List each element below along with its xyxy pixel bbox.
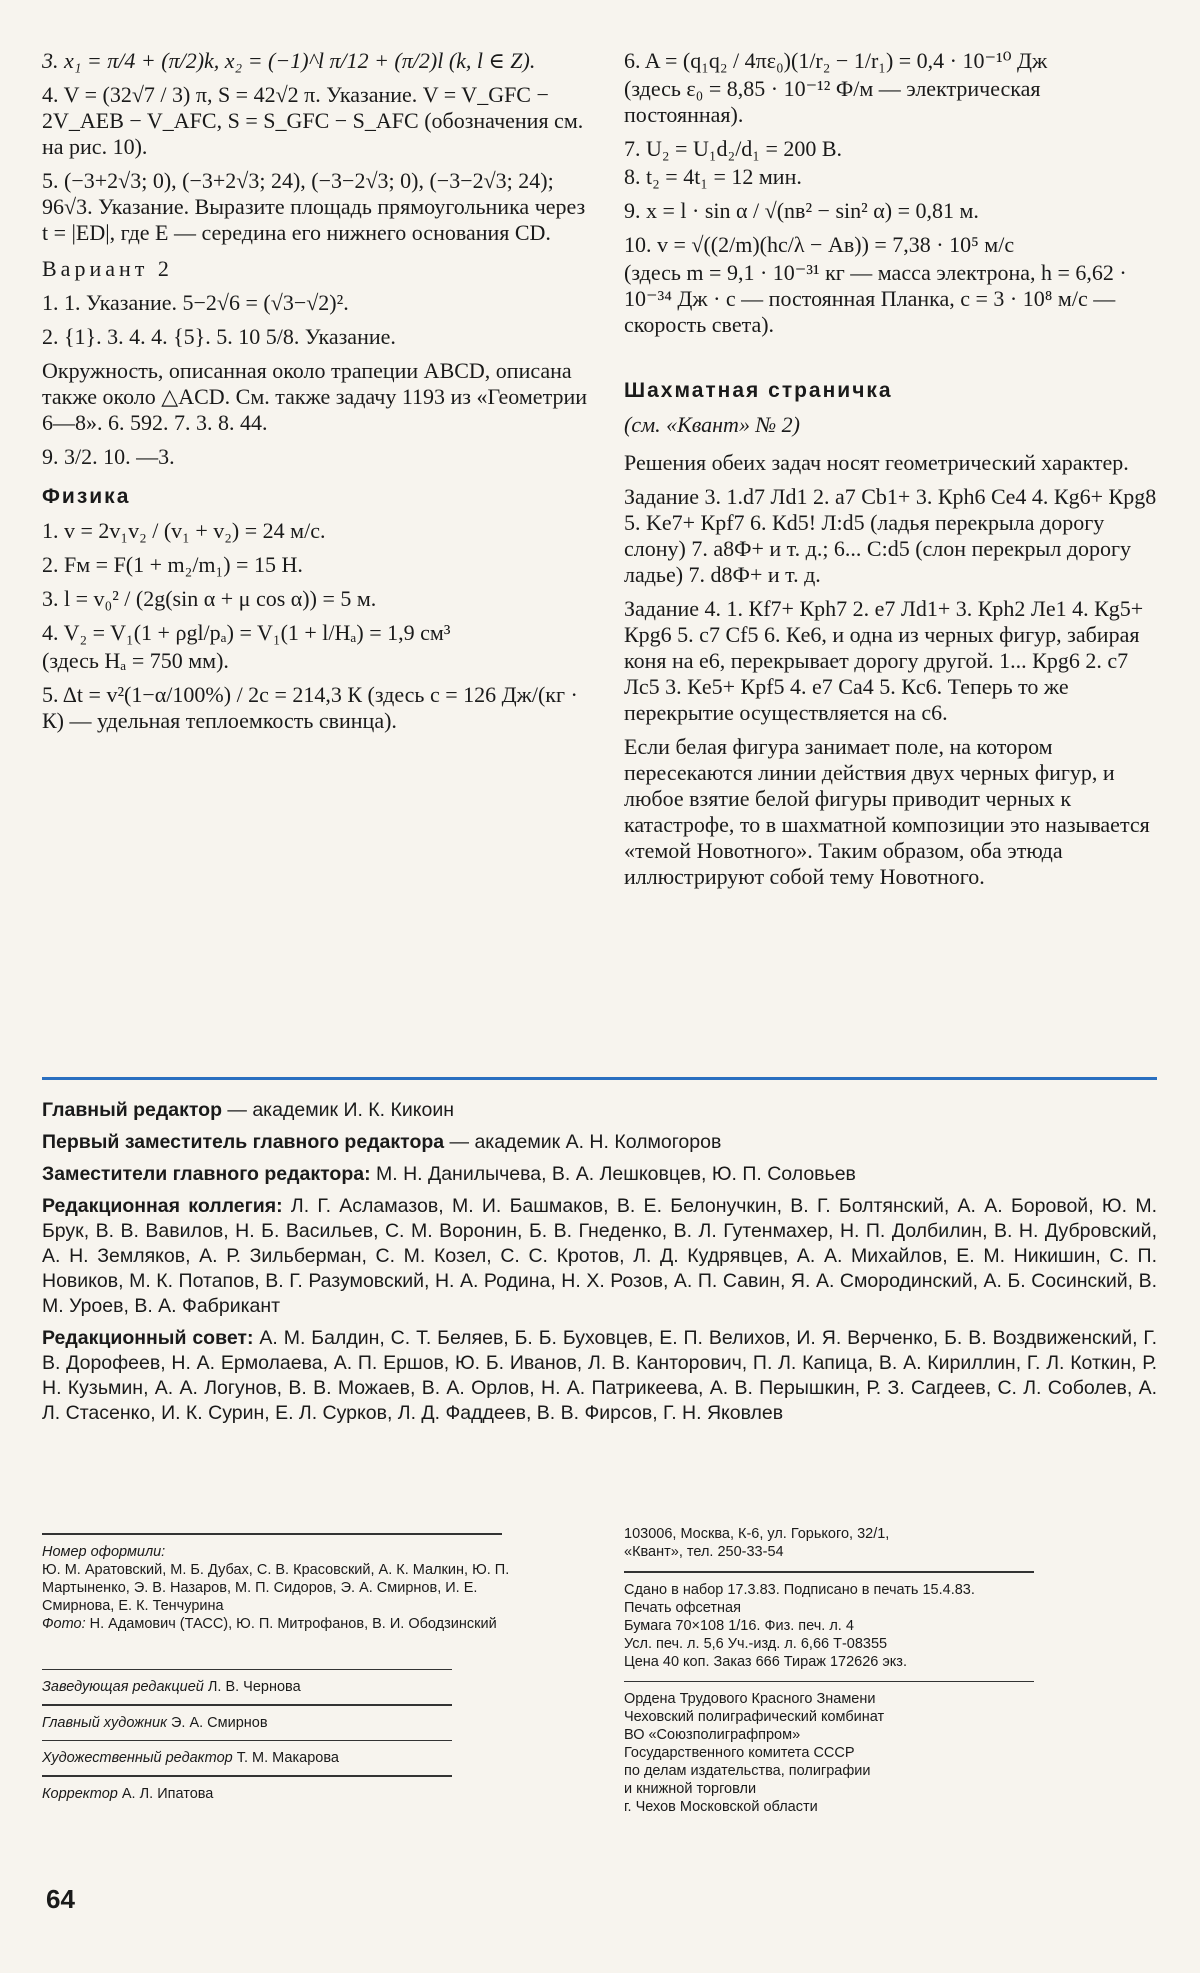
council-label: Редакционный совет: — [42, 1327, 254, 1349]
physics-answer-1: 1. v = 2v₁v₂ / (v₁ + v₂) = 24 м/с. — [42, 518, 326, 543]
physics-answer-10-note: (здесь m = 9,1 · 10⁻³¹ кг — масса электрона, h = 6,62 · 10⁻³⁴ Дж · с — постоянная Планка, c = 3 · 10⁸ м/с — скорость света). — [624, 260, 1127, 337]
print-info — [624, 1525, 1164, 1826]
chess-conclusion: Если белая фигура занимает поле, на котором пересекаются линии действия двух черных фигур, и любое взятие белой фигуры приводит черных к катастрофе, то в шахматной композиции это называется «темой Новотного». Таким образом, оба этюда иллюстрируют собой тему Новотного. — [624, 734, 1150, 889]
printer-line: Чеховский полиграфический комбинат — [624, 1709, 885, 1725]
photo-credit — [42, 1615, 512, 1633]
photo-label: Фото: — [42, 1615, 86, 1632]
staff-row-4 — [42, 1785, 582, 1803]
physics-answer-6-note: (здесь ε₀ = 8,85 · 10⁻¹² Ф/м — электрическая постоянная). — [624, 76, 1041, 127]
credits-rule-4 — [42, 1775, 452, 1777]
physics-answer-5: 5. Δt = v²(1−α/100%) / 2c = 214,3 К (здесь c = 126 Дж/(кг · К) — удельная теплоемкость свинца). — [42, 682, 578, 733]
deputies — [42, 1162, 1157, 1187]
printer-line: по делам издательства, полиграфии — [624, 1763, 871, 1779]
physics-answer-2: 2. Fм = F(1 + m₂/m₁) = 15 Н. — [42, 552, 303, 577]
answer-3: 3. x₁ = π/4 + (π/2)k, x₂ = (−1)^l π/12 + (π/2)l (k, l ∈ Z). — [42, 48, 536, 73]
photo-names: Н. Адамович (ТАСС), Ю. П. Митрофанов, В. И. Ободзинский — [89, 1615, 497, 1632]
print-detail-line: Бумага 70×108 1/16. Физ. печ. л. 4 — [624, 1617, 854, 1634]
staff-row-1 — [42, 1678, 582, 1696]
physics-answer-4-note: (здесь Hₐ = 750 мм). — [42, 648, 229, 673]
physics-answer-8: 8. t₂ = 4t₁ = 12 мин. — [624, 164, 802, 189]
answer-5: 5. (−3+2√3; 0), (−3+2√3; 24), (−3−2√3; 0), (−3−2√3; 24); 96√3. Указание. Выразите площадь прямоугольника через t = |ED|, где E — середина его нижнего основания CD. — [42, 168, 586, 245]
design-label: Номер оформили: — [42, 1543, 166, 1560]
printer-line: Государственного комитета СССР — [624, 1745, 855, 1761]
physics-answer-9: 9. x = l · sin α / √(nв² − sin² α) = 0,81 м. — [624, 198, 979, 223]
credits-rule-1 — [42, 1669, 452, 1671]
left-column — [42, 48, 587, 742]
physics-answer-6: 6. A = (q₁q₂ / 4πε₀)(1/r₂ − 1/r₁) = 0,4 · 10⁻¹⁰ Дж — [624, 48, 1048, 73]
issue-credits — [42, 1525, 582, 1809]
editorial-council — [42, 1326, 1157, 1426]
first-deputy — [42, 1130, 1157, 1155]
chess-task-4: Задание 4. 1. Кf7+ Крh7 2. e7 Лd1+ 3. Крh2 Лe1 4. Кg5+ Крg6 5. c7 Cf5 6. Кe6, и одна из черных фигур, забирая коня на e6, перекрывает дорогу другой. 1... Крg6 2. c7 Лc5 3. Кe5+ Крf5 4. e7 Ca4 5. Кc6. Теперь то же перекрытие осуществляется на c6. — [624, 596, 1144, 725]
staff-row-3 — [42, 1749, 582, 1767]
physics-answer-3: 3. l = v₀² / (2g(sin α + μ cos α)) = 5 м. — [42, 586, 377, 611]
editor-in-chief-name: — академик И. К. Кикоин — [227, 1099, 455, 1121]
staff-name: Э. А. Смирнов — [170, 1714, 268, 1731]
print-detail-line: Цена 40 коп. Заказ 666 Тираж 172626 экз. — [624, 1653, 907, 1670]
credits-rule-3 — [42, 1740, 452, 1742]
collegium-label: Редакционная коллегия: — [42, 1195, 283, 1217]
chess-task-3: Задание 3. 1.d7 Лd1 2. a7 Cb1+ 3. Крh6 Ce4 4. Кg6+ Крg8 5. Ke7+ Крf7 6. Кd5! Л:d5 (ладья перекрыла дорогу слону) 7. a8Ф+ и т. д.; 6... С:d5 (слон перекрыл дорогу ладье) 7. d8Ф+ и т. д. — [624, 484, 1157, 587]
answer-4: 4. V = (32√7 / 3) π, S = 42√2 π. Указание. V = V_GFC − 2V_AEB − V_AFC, S = S_GFC − S_AFC (обозначения см. на рис. 10). — [42, 82, 584, 159]
collegium-names: Л. Г. Асламазов, М. И. Башмаков, В. Е. Белонучкин, В. Г. Болтянский, А. А. Боровой, Ю. М. Брук, В. В. Вавилов, Н. Б. Васильев, С. М. Воронин, Б. В. Гнеденко, В. Л. Гутенмахер, Н. П. Долбилин, В. Н. Дубровский, А. Н. Земляков, А. Р. Зильберман, С. М. Козел, С. С. Кротов, Л. Д. Кудрявцев, А. А. Михайлов, Е. М. Никишин, С. П. Новиков, М. К. Потапов, В. Г. Разумовский, Н. А. Родина, Н. Х. Розов, А. П. Савин, Я. А. Смородинский, А. Б. Сосинский, В. М. Уроев, В. А. Фабрикант — [42, 1195, 1157, 1317]
staff-row-2 — [42, 1714, 582, 1732]
staff-role: Заведующая редакцией — [42, 1679, 204, 1695]
first-deputy-name: — академик А. Н. Колмогоров — [449, 1131, 722, 1153]
staff-role: Корректор — [42, 1785, 118, 1802]
credits-rule-top — [42, 1533, 502, 1535]
variant-answer-1: 1. 1. Указание. 5−2√6 = (√3−√2)². — [42, 290, 349, 315]
physics-title: Физика — [42, 485, 131, 508]
first-deputy-label: Первый заместитель главного редактора — [42, 1131, 445, 1153]
editor-in-chief — [42, 1098, 1157, 1123]
staff-name: А. Л. Ипатова — [121, 1785, 214, 1802]
printer-line: г. Чехов Московской области — [624, 1799, 818, 1815]
council-names: А. М. Балдин, С. Т. Беляев, Б. Б. Буховцев, Е. П. Велихов, И. Я. Верченко, Б. В. Воздвиженский, Г. В. Дорофеев, Н. А. Ермолаева, А. П. Ершов, Ю. Б. Иванов, Л. В. Канторович, П. Л. Капица, В. А. Кириллин, Г. Л. Коткин, Р. Н. Кузьмин, А. А. Логунов, В. В. Можаев, В. А. Орлов, Н. А. Патрикеева, А. В. Перышкин, Р. З. Сагдеев, С. Л. Соболев, А. Л. Стасенко, И. К. Сурин, Е. Л. Сурков, Л. Д. Фаддеев, В. В. Фирсов, Г. Н. Яковлев — [42, 1327, 1158, 1424]
variant-title: Вариант 2 — [42, 256, 173, 281]
deputies-label: Заместители главного редактора: — [42, 1163, 371, 1185]
print-details — [624, 1581, 1164, 1671]
variant-answer-3: Окружность, описанная около трапеции ABCD, описана также около △ACD. См. также задачу 1193 из «Геометрии 6—8». 6. 592. 7. 3. 8. 44. — [42, 358, 587, 435]
printer-block — [624, 1690, 1164, 1816]
deputies-names: М. Н. Данилычева, В. А. Лешковцев, Ю. П. Соловьев — [376, 1163, 856, 1185]
print-detail-line: Сдано в набор 17.3.83. Подписано в печать 15.4.83. — [624, 1581, 975, 1598]
editorial-collegium — [42, 1194, 1157, 1319]
printer-line: и книжной торговли — [624, 1781, 757, 1797]
design-names: Ю. М. Аратовский, М. Б. Дубах, С. В. Красовский, А. К. Малкин, Ю. П. Мартыненко, Э. В. Назаров, М. П. Сидоров, Э. А. Смирнов, И. Е. Смирнова, Е. К. Тенчурина — [42, 1561, 510, 1614]
chess-reference: (см. «Квант» № 2) — [624, 412, 801, 437]
credits-rule-2 — [42, 1704, 452, 1706]
physics-answer-7: 7. U₂ = U₁d₂/d₁ = 200 В. — [624, 136, 843, 161]
section-divider — [42, 1077, 1157, 1080]
variant-answer-2: 2. {1}. 3. 4. 4. {5}. 5. 10 5/8. Указание. — [42, 324, 396, 349]
staff-name: Л. В. Чернова — [207, 1679, 301, 1695]
staff-role: Художественный редактор — [42, 1750, 233, 1766]
editorial-board — [42, 1098, 1157, 1433]
print-detail-line: Усл. печ. л. 5,6 Уч.-изд. л. 6,66 Т-08355 — [624, 1635, 888, 1652]
print-rule-2 — [624, 1681, 1034, 1683]
staff-role: Главный художник — [42, 1714, 167, 1731]
address-line-1: 103006, Москва, К-6, ул. Горького, 32/1, — [624, 1526, 890, 1542]
staff-name: Т. М. Макарова — [236, 1750, 339, 1766]
printer-line: ВО «Союзполиграфпром» — [624, 1727, 801, 1743]
chess-title: Шахматная страничка — [624, 379, 893, 402]
printer-line: Ордена Трудового Красного Знамени — [624, 1691, 876, 1707]
address-block — [624, 1525, 1164, 1561]
right-column — [624, 48, 1157, 898]
physics-answer-4: 4. V₂ = V₁(1 + ρgl/pₐ) = V₁(1 + l/Hₐ) = 1,9 см³ — [42, 620, 451, 645]
physics-answer-10: 10. v = √((2/m)(hc/λ − Aв)) = 7,38 · 10⁵ м/с — [624, 232, 1015, 257]
page-number: 64 — [46, 1884, 75, 1914]
variant-answer-4: 9. 3/2. 10. —3. — [42, 444, 175, 469]
print-rule-1 — [624, 1571, 1034, 1573]
print-detail-line: Печать офсетная — [624, 1599, 741, 1616]
chess-intro: Решения обеих задач носят геометрический характер. — [624, 450, 1129, 475]
address-line-2: «Квант», тел. 250-33-54 — [624, 1544, 784, 1560]
editor-in-chief-label: Главный редактор — [42, 1099, 222, 1121]
